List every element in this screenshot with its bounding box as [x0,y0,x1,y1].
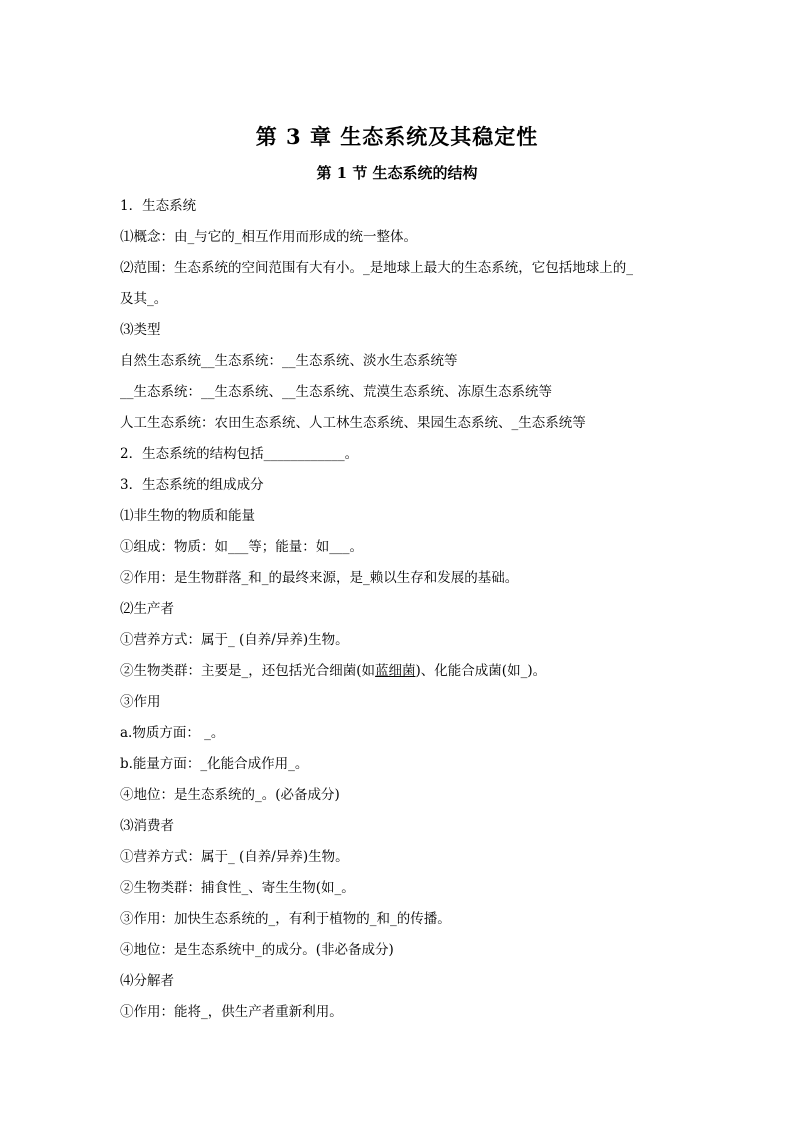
paragraph-line: 自然生态系统__生态系统：__生态系统、淡水生态系统等 [120,353,458,369]
paragraph-line: __生态系统：__生态系统、__生态系统、荒漠生态系统、冻原生态系统等 [120,384,552,400]
paragraph-line: ⑴非生物的物质和能量 [120,508,255,524]
paragraph-line: 1．生态系统 [120,198,197,214]
paragraph-text: ②生物类群：主要是_，还包括光合细菌(如 [120,663,376,679]
paragraph-line: ⑶消费者 [120,818,174,834]
paragraph-line: ①组成：物质：如___等；能量：如___。 [120,539,363,555]
paragraph-line: ③作用 [120,694,161,710]
paragraph-line: ⑶类型 [120,322,161,338]
chapter-title: 第 3 章 生态系统及其稳定性 [255,124,539,149]
paragraph-line [120,659,680,690]
paragraph-line: ⑵生产者 [120,601,174,617]
paragraph-line: a.物质方面： _。 [120,725,225,741]
paragraph-line: 人工生态系统：农田生态系统、人工林生态系统、果园生态系统、_生态系统等 [120,415,586,431]
paragraph-text: )、化能合成菌(如_)。 [415,663,547,679]
paragraph-line: ⑴概念：由_与它的_相互作用而形成的统一整体。 [120,229,417,245]
paragraph-line: 及其_。 [120,291,168,307]
paragraph-line: ①作用：能将_，供生产者重新利用。 [120,1004,343,1020]
paragraph-line: ⑵范围：生态系统的空间范围有大有小。_是地球上最大的生态系统，它包括地球上的_ [120,260,633,276]
paragraph-line: ②生物类群：捕食性_、寄生生物(如_。 [120,880,355,896]
paragraph-line: 2．生态系统的结构包括____________。 [120,446,359,462]
document-body [120,194,680,1031]
paragraph-line: 3．生态系统的组成成分 [120,477,264,493]
paragraph-line: ②作用：是生物群落_和_的最终来源，是_赖以生存和发展的基础。 [120,570,519,586]
section-title: 第 1 节 生态系统的结构 [316,164,478,182]
paragraph-line: ④地位：是生态系统中_的成分。(非必备成分) [120,942,394,958]
paragraph-line: ①营养方式：属于_ (自养/异养)生物。 [120,849,349,865]
underlined-term: 蓝细菌 [375,663,416,679]
paragraph-line: ①营养方式：属于_ (自养/异养)生物。 [120,632,349,648]
paragraph-line: ⑷分解者 [120,973,174,989]
paragraph-line: ③作用：加快生态系统的_，有利于植物的_和_的传播。 [120,911,451,927]
paragraph-line: b.能量方面：_化能合成作用_。 [120,756,309,772]
paragraph-line: ④地位：是生态系统的_。(必备成分) [120,787,340,803]
